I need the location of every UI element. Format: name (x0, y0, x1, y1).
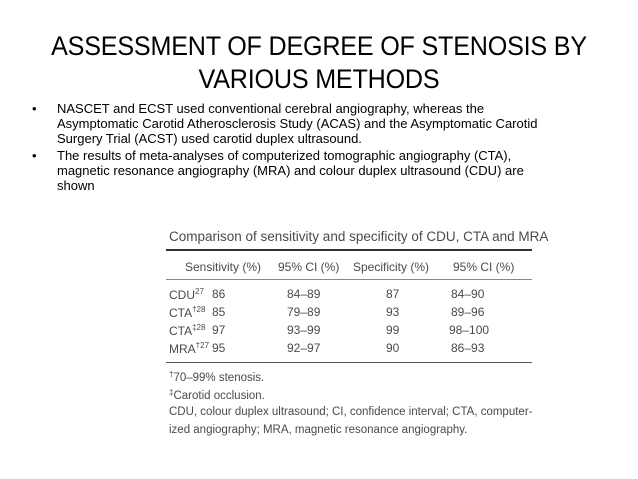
bullet-marker: • (32, 148, 37, 163)
table-cell-sensitivity-ci: 84–89 (287, 287, 321, 301)
table-cell-sensitivity: 97 (212, 323, 226, 337)
table-cell-specificity: 87 (386, 287, 400, 301)
table-row-method: CDU$^{27}$ (169, 287, 204, 302)
table-title: Comparison of sensitivity and specificity of CDU, CTA and MRA (169, 229, 549, 244)
table-cell-specificity: 99 (386, 323, 400, 337)
table-cell-sensitivity: 85 (212, 305, 226, 319)
table-cell-sensitivity-ci: 79–89 (287, 305, 321, 319)
footnote-dagger: †70–99% stenosis. (169, 370, 265, 384)
table-cell-specificity: 93 (386, 305, 400, 319)
footnote-abbreviations-line-1: CDU, colour duplex ultrasound; CI, confidence interval; CTA, computer- (169, 406, 533, 418)
bullet-text-line: NASCET and ECST used conventional cerebral angiography, whereas the (57, 101, 485, 116)
bullet-text-line: Asymptomatic Carotid Atherosclerosis Study (ACAS) and the Asymptomatic Carotid (57, 116, 538, 131)
slide-title-line-1: ASSESSMENT OF DEGREE OF STENOSIS BY (51, 31, 587, 61)
table-cell-specificity-ci: 86–93 (451, 341, 485, 355)
footnote-double-dagger: ‡Carotid occlusion. (169, 388, 265, 402)
table-cell-specificity-ci: 84–90 (451, 287, 485, 301)
table-cell-specificity-ci: 89–96 (451, 305, 485, 319)
slide-title (50, 30, 588, 96)
table-cell-sensitivity: 95 (212, 341, 226, 355)
table-cell-sensitivity-ci: 92–97 (287, 341, 321, 355)
table-row-method: CTA$^{\ddagger 28}$ (169, 323, 206, 338)
bullet-text-line: magnetic resonance angiography (MRA) and colour duplex ultrasound (CDU) are (57, 163, 524, 178)
header-sensitivity: Sensitivity (%) (185, 260, 262, 274)
table-cell-specificity: 90 (386, 341, 400, 355)
table-cell-sensitivity-ci: 93–99 (287, 323, 321, 337)
footnote-abbreviations-line-2: ized angiography; MRA, magnetic resonance angiography. (169, 424, 468, 436)
bullet-marker: • (32, 101, 37, 116)
table-cell-specificity-ci: 98–100 (449, 323, 490, 337)
bullet-text-line: The results of meta-analyses of computerized tomographic angiography (CTA), (57, 148, 512, 163)
table-row-method: CTA$^{\dagger 28}$ (169, 305, 206, 320)
header-specificity-ci: 95% CI (%) (453, 260, 515, 274)
bullet-text-line: Surgery Trial (ACST) used carotid duplex ultrasound. (57, 131, 362, 146)
header-specificity: Specificity (%) (353, 260, 430, 274)
slide-title-line-2: VARIOUS METHODS (198, 64, 440, 94)
bullet-list (30, 101, 620, 195)
table-top-rule (166, 249, 532, 251)
bullet-text-line: shown (57, 178, 95, 193)
table-bottom-rule (166, 362, 532, 363)
table-row-method: MRA$^{\dagger 27}$ (169, 341, 210, 356)
table-header-rule (166, 279, 532, 280)
table-cell-sensitivity: 86 (212, 287, 226, 301)
bullet-item (30, 101, 620, 146)
bullet-item (30, 148, 620, 193)
header-sensitivity-ci: 95% CI (%) (278, 260, 340, 274)
comparison-table-figure (166, 226, 549, 442)
